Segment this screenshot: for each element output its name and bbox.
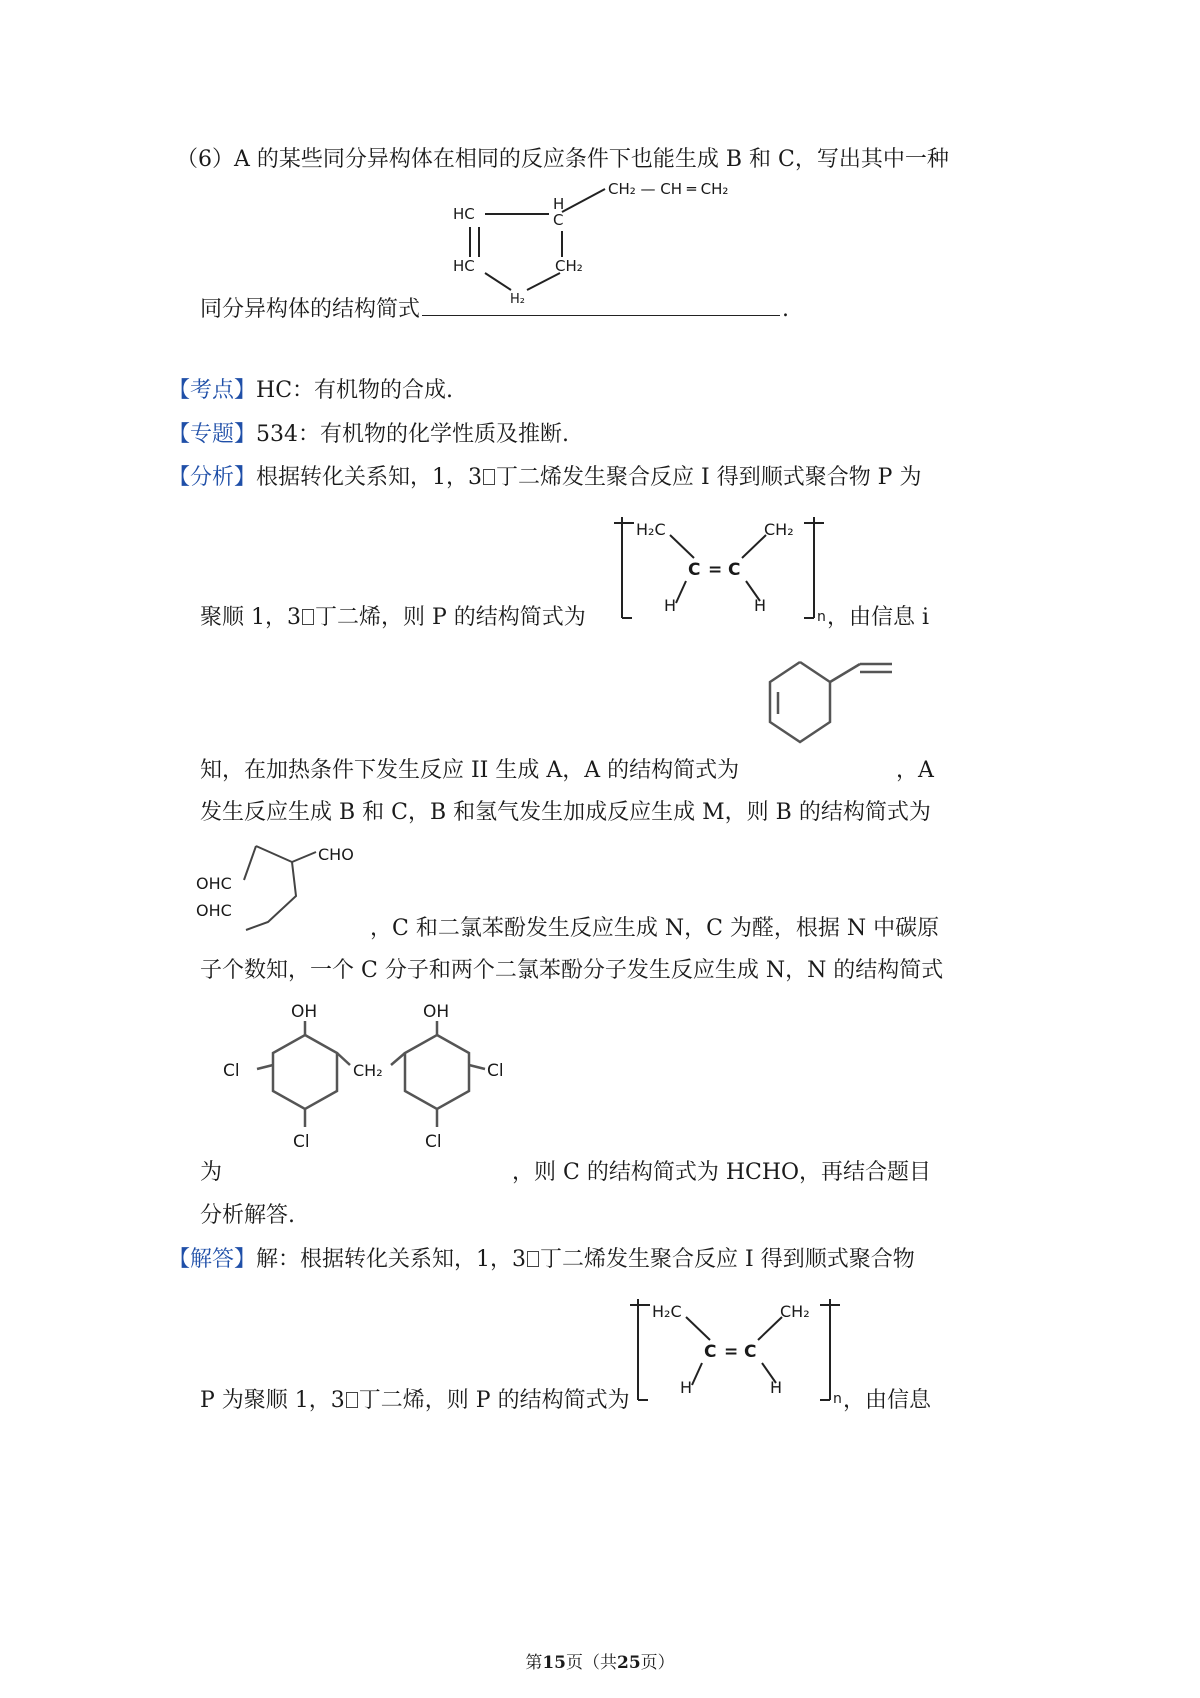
fenxi-line7-end	[512, 1160, 931, 1186]
page-footer	[0, 1648, 1200, 1673]
jieda-tag: 【解答】	[168, 1247, 257, 1272]
isomer-ch2-label: CH₂	[555, 257, 583, 275]
fenxi-line7	[200, 1160, 222, 1186]
polymer2-h1: H	[680, 1378, 693, 1397]
polymer-eq: =	[708, 560, 723, 580]
fenxi-line1	[168, 465, 921, 491]
fenxi-line3-end	[896, 758, 934, 784]
fenxi-line2-end	[827, 605, 929, 631]
jieda-l2c: ，由信息	[843, 1388, 932, 1413]
phenol-oh2: OH	[423, 1002, 450, 1022]
missing-glyph-box	[527, 1251, 539, 1267]
fenxi-l7a: 为	[200, 1160, 223, 1185]
fenxi-l2a: 聚顺 1，3	[200, 605, 301, 630]
polymer-structure-1	[614, 513, 844, 628]
jieda-l2a: P 为聚顺 1，3	[200, 1388, 345, 1413]
fenxi-line6: 子个数知，一个 C 分子和两个二氯苯酚分子发生反应生成 N，N 的结构简式	[200, 958, 944, 983]
footer-post: 页）	[640, 1653, 675, 1673]
missing-glyph-box	[302, 609, 314, 625]
answer-blank	[422, 313, 780, 316]
jieda-l1a: 解：根据转化关系知，1，3	[256, 1247, 527, 1272]
polymer-h2: H	[754, 596, 767, 615]
missing-glyph-box	[483, 469, 495, 485]
phenol-ch2: CH₂	[353, 1061, 383, 1080]
phenol-oh1: OH	[291, 1002, 318, 1022]
jieda-l2b: 丁二烯，则 P 的结构简式为	[358, 1388, 630, 1413]
aldehyde-structure	[196, 840, 396, 940]
question-6-line2-text: 同分异构体的结构简式	[200, 297, 421, 322]
aldehyde-ohc1: OHC	[196, 874, 232, 893]
fenxi-line3	[200, 758, 739, 784]
polymer2-ch2: CH₂	[780, 1302, 810, 1321]
fenxi-l7b: ，则 C 的结构简式为 HCHO，再结合题目	[512, 1160, 932, 1185]
isomer-c-label: C	[553, 211, 564, 229]
polymer2-c2: C	[744, 1342, 757, 1362]
fenxi-line5: ，C 和二氯苯酚发生反应生成 N，C 为醛，根据 N 中碳原	[370, 916, 940, 941]
jieda-l1b: 丁二烯发生聚合反应 I 得到顺式聚合物	[540, 1247, 915, 1272]
footer-total: 25	[617, 1653, 641, 1673]
footer-page: 15	[542, 1653, 566, 1673]
fenxi-l1: 根据转化关系知，1，3	[256, 465, 483, 490]
bisphenol-structure	[215, 997, 535, 1172]
kaodian-text: HC：有机物的合成.	[256, 378, 454, 403]
polymer2-n: n	[833, 1391, 842, 1407]
aldehyde-ohc2: OHC	[196, 901, 232, 920]
phenol-cl3: Cl	[293, 1132, 310, 1152]
fenxi-tag: 【分析】	[168, 465, 257, 490]
isomer-h-label: H	[553, 195, 565, 213]
question-6-line1: （6）A 的某些同分异构体在相同的反应条件下也能生成 B 和 C，写出其中一种	[176, 147, 949, 172]
polymer2-h2c: H₂C	[652, 1302, 682, 1321]
polymer-n: n	[817, 609, 826, 625]
footer-mid: 页（共	[566, 1653, 617, 1673]
phenol-cl1: Cl	[223, 1061, 240, 1081]
fenxi-l1b: 丁二烯发生聚合反应 I 得到顺式聚合物 P 为	[496, 465, 922, 490]
fenxi-l2c: ，由信息 i	[827, 605, 930, 630]
polymer2-h2: H	[770, 1378, 783, 1397]
question-6-line2-end: .	[782, 297, 790, 322]
polymer-structure-2	[630, 1295, 860, 1410]
isomer-h2-label: H₂	[510, 292, 525, 307]
polymer2-c1: C	[704, 1342, 717, 1362]
question-6-line2	[200, 297, 789, 323]
phenol-cl4: Cl	[425, 1132, 442, 1152]
polymer2-eq: =	[724, 1342, 739, 1362]
fenxi-line8: 分析解答.	[200, 1203, 295, 1228]
jieda-line2-end	[843, 1388, 931, 1414]
jieda-line1	[168, 1247, 915, 1273]
vinylcyclohexene-structure	[750, 652, 910, 772]
polymer-c2: C	[728, 560, 741, 580]
jieda-line2	[200, 1388, 630, 1414]
polymer-h2c: H₂C	[636, 520, 666, 539]
isomer-structure	[445, 175, 765, 315]
fenxi-l3b: ，A	[896, 758, 934, 783]
fenxi-line2	[200, 605, 586, 631]
aldehyde-cho: CHO	[318, 845, 354, 864]
isomer-chain-label: CH₂ — CH ═ CH₂	[608, 180, 729, 198]
kaodian-line	[168, 378, 453, 404]
isomer-hc1-label: HC	[453, 205, 475, 223]
polymer-ch2: CH₂	[764, 520, 794, 539]
polymer-c1: C	[688, 560, 701, 580]
missing-glyph-box	[346, 1392, 358, 1408]
zhuanti-tag: 【专题】	[168, 422, 257, 447]
fenxi-l2b: 丁二烯，则 P 的结构简式为	[315, 605, 586, 630]
fenxi-l3a: 知，在加热条件下发生反应 II 生成 A，A 的结构简式为	[200, 758, 740, 783]
kaodian-tag: 【考点】	[168, 378, 257, 403]
footer-pre: 第	[525, 1653, 543, 1673]
polymer-h1: H	[664, 596, 677, 615]
zhuanti-line	[168, 422, 569, 448]
zhuanti-text: 534：有机物的化学性质及推断.	[256, 422, 570, 447]
fenxi-line4: 发生反应生成 B 和 C，B 和氢气发生加成反应生成 M，则 B 的结构简式为	[200, 800, 931, 825]
phenol-cl2: Cl	[487, 1061, 504, 1081]
isomer-hc2-label: HC	[453, 257, 475, 275]
